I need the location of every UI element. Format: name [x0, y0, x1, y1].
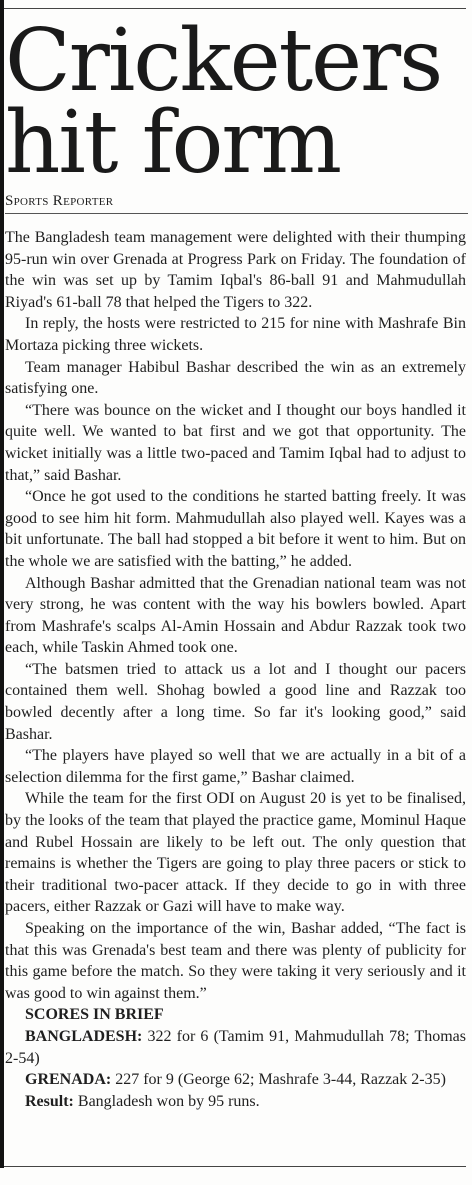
- score-detail: 227 for 9 (George 62; Mashrafe 3-44, Razzak 2-35): [111, 1071, 446, 1089]
- paragraph: “Once he got used to the conditions he started batting freely. It was good to see him hit form. Mahmudullah also played well. Kayes was a bit unfortunate. The ball had stopped a bit before it went to him. But on the whole we are satisfied with the batting,” he added.: [5, 488, 466, 570]
- score-line-bangladesh: [5, 1026, 466, 1069]
- result-label: Result:: [25, 1092, 74, 1110]
- paragraph: In reply, the hosts were restricted to 215 for nine with Mashrafe Bin Mortaza picking three wickets.: [5, 315, 466, 354]
- left-column-rule: [0, 0, 4, 1168]
- paragraph: “There was bounce on the wicket and I thought our boys handled it quite well. We wanted to bat first and we got that opportunity. The wicket initially was a little two-paced and Tamim Iqbal had to adjust to that,” said Bashar.: [5, 401, 466, 484]
- headline: [5, 11, 467, 193]
- paragraph: Speaking on the importance of the win, Bashar added, “The fact is that this was Grenada's best team and there was plenty of publicity for this game before the match. So they were taking it very seriously and it was good to win against them.”: [5, 920, 466, 1002]
- headline-line-1: Cricketers: [5, 11, 442, 111]
- bottom-rule: [4, 1166, 466, 1167]
- score-line-result: [5, 1091, 466, 1113]
- paragraph: The Bangladesh team management were delighted with their thumping 95-run win over Grenada at Progress Park on Friday. The foundation of the win was set up by Tamim Iqbal's 86-ball 91 and Mahmudullah Riyad's 61-ball 78 that helped the Tigers to 322.: [5, 229, 466, 311]
- score-line-grenada: [5, 1069, 466, 1091]
- scores-heading: SCORES IN BRIEF: [25, 1006, 164, 1024]
- paragraph: Team manager Habibul Bashar described the win as an extremely satisfying one.: [5, 358, 466, 398]
- paragraph: Although Bashar admitted that the Grenadian national team was not very strong, he was content with the way his bowlers bowled. Apart from Mashrafe's scalps Al-Amin Hossain and Abdur Razzak took two each, while Taskin Ahmed took one.: [5, 574, 466, 657]
- result-detail: Bangladesh won by 95 runs.: [73, 1092, 260, 1110]
- headline-line-2: hit form: [5, 93, 341, 193]
- score-team-label: BANGLADESH:: [25, 1027, 143, 1045]
- paragraph: While the team for the first ODI on August 20 is yet to be finalised, by the looks of the team that played the practice game, Mominul Haque and Rubel Hossain are likely to be left out. The only question that remains is whether the Tigers are going to play three pacers or stick to their traditional two-pacer attack. If they decide to go in with three pacers, either Razzak or Gazi will have to make way.: [5, 790, 466, 916]
- article-body: [5, 227, 466, 1112]
- byline: Sports Reporter: [5, 193, 468, 214]
- paragraph: “The batsmen tried to attack us a lot and I thought our pacers contained them well. Shohag bowled a good line and Razzak too bowled decently after a long time. So far it's looking good,” said Bashar.: [5, 660, 466, 743]
- paragraph: “The players have played so well that we are actually in a bit of a selection dilemma for the first game,” Bashar claimed.: [5, 747, 466, 786]
- score-team-label: GRENADA:: [25, 1071, 112, 1089]
- score-detail: 322 for 6 (Tamim 91, Mahmudullah 78; Thomas 2-54): [5, 1027, 466, 1067]
- top-rule: [4, 8, 466, 9]
